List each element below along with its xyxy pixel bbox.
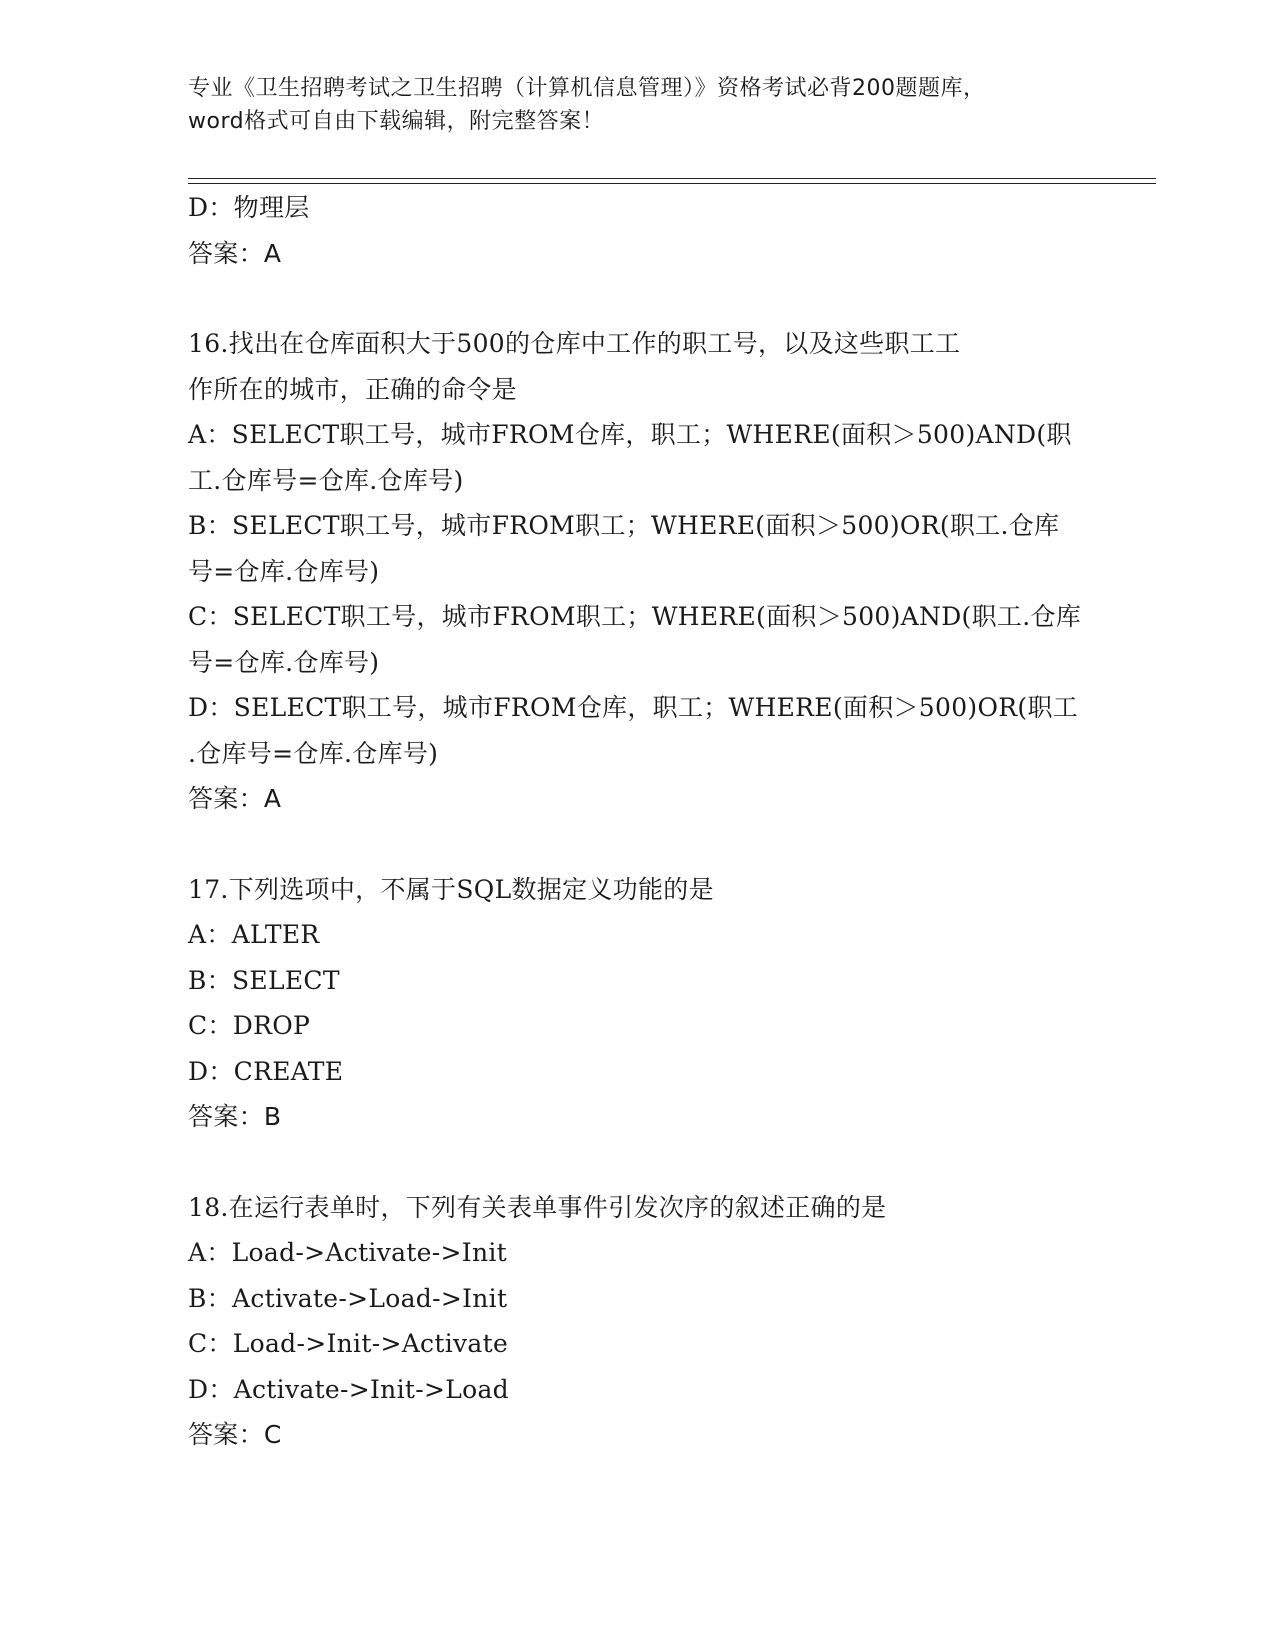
answer-label: 答案：B <box>188 1102 282 1131</box>
option-c: C：DROP <box>188 1011 311 1040</box>
option-a: A：Load->Activate->Init <box>188 1238 507 1267</box>
spacer <box>188 822 1088 867</box>
question-stem: 17.下列选项中，不属于SQL数据定义功能的是 <box>188 874 714 904</box>
option-d: D：CREATE <box>188 1056 344 1086</box>
option-c-cont: 号=仓库.仓库号) <box>188 647 380 677</box>
header-title-line-2: word格式可自由下载编辑，附完整答案！ <box>188 109 605 134</box>
option-c: C：Load->Init->Activate <box>188 1329 509 1358</box>
option-d: D：物理层 <box>188 193 310 222</box>
option-b-cont: 号=仓库.仓库号) <box>188 556 380 586</box>
question-stem: 16.找出在仓库面积大于500的仓库中工作的职工号，以及这些职工工 <box>188 329 961 358</box>
question-16 <box>188 321 1088 822</box>
option-d-cont: .仓库号=仓库.仓库号) <box>188 738 439 768</box>
option-a: A：SELECT职工号，城市FROM仓库，职工；WHERE(面积＞500)AND(职 <box>188 420 1072 449</box>
previous-question-tail <box>188 185 1088 276</box>
question-18 <box>188 1185 1088 1458</box>
option-b: B：SELECT <box>188 965 340 995</box>
option-a: A：ALTER <box>188 920 320 949</box>
answer-label: 答案：C <box>188 1420 282 1449</box>
document-header <box>188 72 1088 138</box>
header-title-line-1: 专业《卫生招聘考试之卫生招聘（计算机信息管理）》资格考试必背200题题库， <box>188 76 986 101</box>
question-17 <box>188 867 1088 1140</box>
header-divider-top <box>188 178 1156 179</box>
option-d: D：Activate->Init->Load <box>188 1374 509 1404</box>
header-divider-bottom <box>188 183 1156 184</box>
question-stem-cont: 作所在的城市，正确的命令是 <box>188 374 517 404</box>
question-list <box>188 185 1088 1458</box>
option-b: B：Activate->Load->Init <box>188 1283 508 1313</box>
option-c: C：SELECT职工号，城市FROM职工；WHERE(面积＞500)AND(职工.仓库 <box>188 602 1082 631</box>
answer-label: 答案：A <box>188 238 282 268</box>
answer-label: 答案：A <box>188 784 282 813</box>
spacer <box>188 1140 1088 1185</box>
option-a-cont: 工.仓库号=仓库.仓库号) <box>188 465 464 495</box>
spacer <box>188 276 1088 321</box>
option-b: B：SELECT职工号，城市FROM职工；WHERE(面积＞500)OR(职工.仓库 <box>188 511 1060 540</box>
option-d: D：SELECT职工号，城市FROM仓库，职工；WHERE(面积＞500)OR(职工 <box>188 693 1079 722</box>
question-stem: 18.在运行表单时，下列有关表单事件引发次序的叙述正确的是 <box>188 1192 887 1222</box>
